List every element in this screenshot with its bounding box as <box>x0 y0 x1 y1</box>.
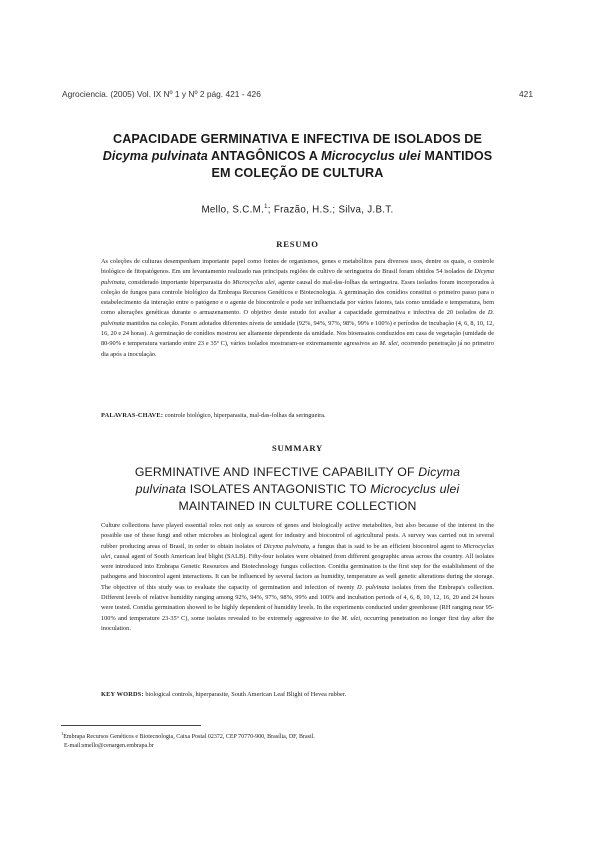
species-name: Dicyma pulvinata <box>101 268 494 286</box>
footnote-mark: 1 <box>61 731 64 736</box>
species-name: D. pulvinata <box>357 583 390 591</box>
keywords-text: biological controls, hiperparasite, South American Leaf Blight of Hevea rubber. <box>143 691 347 698</box>
title-pt-text: ANTAGÔNICOS A <box>207 149 322 163</box>
abstract-text: Culture collections have played essential roles not only as sources of genes and biologically active metabolites, but also because of the interest in the possible use of these fungi and other microbes as biological agent for industry and biocontrol of agricultural pests. A survey was carried out in several rubber producing areas of Brasil, in order to obtain isolates of <box>101 522 494 550</box>
footnote-affiliation <box>61 729 501 742</box>
abstract-text: , occurring penetration no longer first day after the inoculation. <box>101 614 495 632</box>
species-name: Microcyclus ulei <box>321 149 421 163</box>
species-name: Dicyma <box>418 465 461 479</box>
resumo-text: As coleções de culturas desempenham importante papel como fontes de organismos, genes e metabólitos para diversos usos, dentre os quais, o controle biológico de fitopatógenos. Em um levantamento realizado nas principais regiões de cultivo de seringueira do Brasil foram obtidos 54 isolados de <box>101 258 494 276</box>
resumo-text: , agente causal do mal-das-folhas da seringueira. Esses isolados foram incorporados à coleção de fungos para controle biológico da Embrapa Recursos Genéticos e Biotecnologia. A germinação dos conídios constitui o primeiro passo para o estabelecimento da interação entre o patógeno e o agente de biocontrole e pode ser influenciada por vários fatores, tais como umidade e temperatura, bem como alterações genéticas durante o armazenamento. O objetivo deste estudo foi avaliar a capacidade germinativa e infectiva de 20 isolados de <box>101 278 495 317</box>
species-name: Dicyma pulvinata <box>263 542 309 550</box>
keywords-label: KEY WORDS: <box>101 691 144 698</box>
species-name: D. pulvinata <box>101 309 494 327</box>
keywords-pt <box>101 411 494 421</box>
species-name: M. ulei <box>379 340 398 348</box>
species-name: Microcyclus ulei <box>370 482 460 496</box>
title-portuguese <box>55 131 540 182</box>
footnote-email: E-mail:smello@cenargen.embrapa.br <box>64 743 154 749</box>
resumo-body <box>101 257 494 360</box>
species-name: Microcyclus ulei <box>232 278 275 286</box>
title-en-text: ISOLATES ANTAGONISTIC TO <box>186 482 371 496</box>
title-pt-line-3: EM COLEÇÃO DE CULTURA <box>211 166 384 180</box>
keywords-en <box>101 690 494 700</box>
footnote-address: Embrapa Recursos Genéticos e Biotecnologia, Caixa Postal 02372, CEP 70770-900, Brasília, DF, Brasil. <box>63 734 315 740</box>
title-pt-line-1: CAPACIDADE GERMINATIVA E INFECTIVA DE ISOLADOS DE <box>113 132 482 146</box>
species-name: Dicyma pulvinata <box>102 149 208 163</box>
title-en-line-2 <box>70 481 525 498</box>
species-name: Microcyclus ulei <box>101 542 494 560</box>
title-pt-line-2 <box>55 148 540 165</box>
author-rest: ; Frazão, H.S.; Silva, J.B.T. <box>267 204 394 216</box>
page-number: 421 <box>519 89 533 99</box>
keywords-label: PALAVRAS-CHAVE: <box>101 412 164 419</box>
species-name: M. ulei <box>341 614 361 622</box>
title-en-line-1 <box>70 464 525 481</box>
resumo-text: mantidos na coleção. Foram adotados diferentes níveis de umidade (92%, 94%, 97%, 98%, 99% e 100%) e períodos de incubação (4, 6, 8, 10, 12, 16, 20 e 24 horas). A germinação de conídios mostrou ser altamente dependente da umidade. Nos bioensaios conduzidos em casa de vegetação (umidade de 80-90% e temperatura variando entre 23 e 35º C), vários isolados mostraram-se extremamente agressivos ao <box>101 319 494 348</box>
abstract-text: , a fungus that is said to be an efficient biocontrol agent to <box>308 542 464 550</box>
abstract-text: , causal agent of South American leaf blight (SALB). Fifty-four isolates were obtained from different geographic areas across the country. All isolates were introduced into Embrapa Genetic Resources and Biotechnology fungus collection. Conidia germination is the first step for the establishment of the pathogens and biocontrol agent interactions. It can be influenced by several factors as humidity, temperature as well genetic alterations during the storage. The objective of this study was to evaluate the capacity of germination and infection of twenty <box>101 552 494 591</box>
footnote <box>61 729 501 751</box>
keywords-text: controle biológico, hiperparasita, mal-das-folhas da seringueira. <box>163 412 326 419</box>
title-en-line-3: MAINTAINED IN CULTURE COLLECTION <box>178 499 417 513</box>
resumo-text: , considerado importante hiperparasita do <box>124 278 233 286</box>
resumo-heading: RESUMO <box>276 239 319 249</box>
species-name: pulvinata <box>135 482 187 496</box>
abstract-body <box>101 521 494 634</box>
authors <box>0 204 595 215</box>
title-pt-text: MANTIDOS <box>420 149 493 163</box>
journal-citation: Agrociencia. (2005) Vol. IX Nº 1 y Nº 2 pág. 421 - 426 <box>62 89 261 99</box>
title-english <box>70 464 525 515</box>
abstract-text: isolates from the Embrapa's collection. Different levels of relative humidity ranging among 92%, 94%, 97%, 98%, 99% and 100% and incubation periods of 4, 6, 8, 10, 12, 16, 20 and 24 hours were tested. Conidia germination showed to be highly dependent of humidity levels. In the experiments conducted under greenhouse (RH ranging near 95-100% and temperature 23-35º C), some isolates revealed to be extremely aggressive to the <box>101 583 494 622</box>
footnote-divider <box>61 725 201 726</box>
author-first: Mello, S.C.M. <box>201 204 265 216</box>
running-head <box>62 89 533 101</box>
title-en-text: GERMINATIVE AND INFECTIVE CAPABILITY OF <box>134 465 419 479</box>
summary-heading: SUMMARY <box>271 443 324 453</box>
affiliation-mark: 1 <box>264 204 268 210</box>
resumo-text: , ocorrendo penetração já no primeiro dia após a inoculação. <box>101 340 494 358</box>
